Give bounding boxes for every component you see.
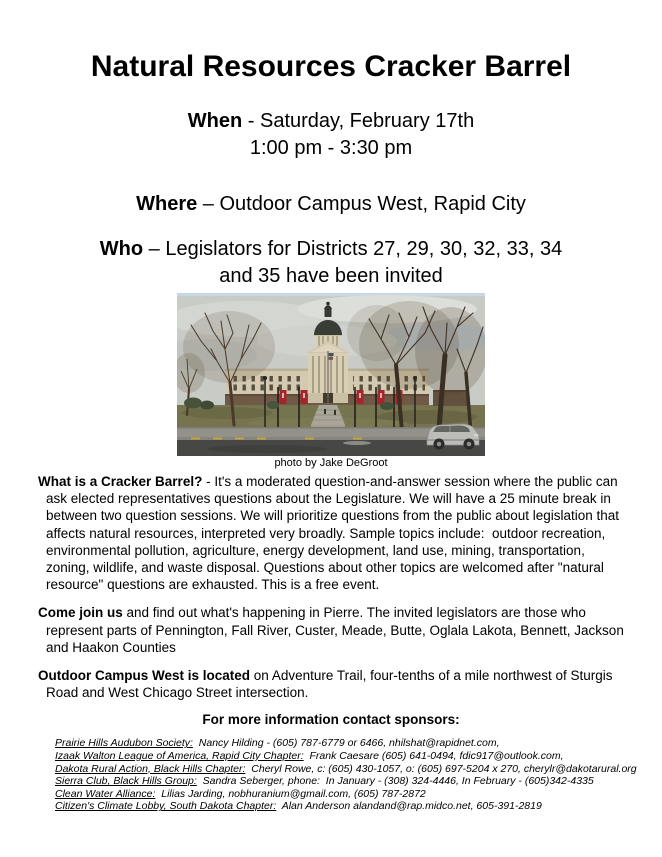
sponsor-line	[55, 763, 662, 776]
sponsor-line	[55, 750, 662, 763]
capitol-photo-frame	[177, 293, 485, 456]
where-section	[0, 191, 662, 218]
sponsor-contact: Alan Anderson alandand@rap.midco.net, 605-391-2819	[276, 800, 542, 813]
sponsors-list	[55, 737, 662, 813]
who-section	[0, 236, 662, 290]
who-text: – Legislators for Districts 27, 29, 30, 32, 33, 34	[143, 238, 563, 260]
sponsor-org: Citizen's Climate Lobby, South Dakota Chapter:	[55, 800, 277, 813]
sponsor-contact: Nancy Hilding - (605) 787-6779 or 6466, nhilshat@rapidnet.com,	[192, 737, 500, 750]
sponsor-contact: Cheryl Rowe, c: (605) 430-1057, o: (605) 697-5204 x 270, cherylr@dakotarural.org	[245, 762, 637, 775]
location-lead: Outdoor Campus West is located	[38, 668, 251, 684]
sponsor-org: Sierra Club, Black Hills Group:	[55, 775, 197, 788]
who-label: Who	[99, 238, 144, 260]
when-text: - Saturday, February 17th	[242, 110, 475, 132]
sponsor-line	[55, 800, 662, 813]
when-time: 1:00 pm - 3:30 pm	[249, 137, 413, 159]
come-join-lead: Come join us	[38, 605, 123, 621]
who-text-line2: and 35 have been invited	[219, 265, 443, 287]
who-line	[0, 236, 662, 263]
sponsor-contact: Sandra Seberger, phone: In January - (308) 324-4446, In February - (605)342-4335	[196, 775, 594, 788]
when-line	[0, 108, 662, 135]
what-is-lead: What is a Cracker Barrel?	[38, 474, 203, 489]
where-label: Where	[136, 193, 198, 215]
sponsor-org: Izaak Walton League of America, Rapid City Chapter:	[55, 750, 304, 763]
capitol-photo	[177, 293, 485, 456]
page-title: Natural Resources Cracker Barrel	[90, 50, 572, 83]
sponsor-contact: Frank Caesare (605) 641-0494, fdic917@outlook.com,	[303, 750, 564, 763]
come-join-paragraph	[38, 604, 628, 656]
photo-caption: photo by Jake DeGroot	[274, 457, 388, 469]
sponsor-line	[55, 788, 662, 801]
sponsor-org: Clean Water Alliance:	[55, 787, 156, 800]
sponsor-org: Prairie Hills Audubon Society:	[55, 737, 193, 750]
sponsor-contact: Lilias Jarding, nobhuranium@gmail.com, (605) 787-2872	[155, 787, 426, 800]
sponsor-line	[55, 775, 662, 788]
what-is-text: - It's a moderated question-and-answer session where the public can ask elected representatives questions about the Legislature. We will have a 25 minute break in between two question sessions. We will prioritize questions from the public about legislation that affects natural resources, interpreted very broadly. Sample topics include: outdoor recreation, environmental pollution, agriculture, energy development, land use, mining, transportation, zoning, wildlife, and waste disposal. Questions about other topics are welcomed after "natural resource" questions are exhausted. This is a free event.	[46, 474, 623, 593]
sponsors-header: For more information contact sponsors:	[202, 712, 460, 728]
come-join-text: and find out what's happening in Pierre. The invited legislators are those who represent parts of Pennington, Fall River, Custer, Meade, Butte, Oglala Lakota, Bennett, Jackson and Haakon Counties	[46, 605, 628, 655]
where-text: – Outdoor Campus West, Rapid City	[197, 193, 526, 215]
body-section	[0, 473, 662, 701]
when-label: When	[187, 110, 243, 132]
when-section	[0, 108, 662, 162]
location-text: on Adventure Trail, four-tenths of a mile northwest of Sturgis Road and West Chicago Street intersection.	[46, 668, 617, 701]
what-is-paragraph	[38, 473, 628, 593]
sponsor-line	[55, 737, 662, 750]
location-paragraph	[38, 667, 628, 701]
sponsor-org: Dakota Rural Action, Black Hills Chapter:	[55, 762, 246, 775]
